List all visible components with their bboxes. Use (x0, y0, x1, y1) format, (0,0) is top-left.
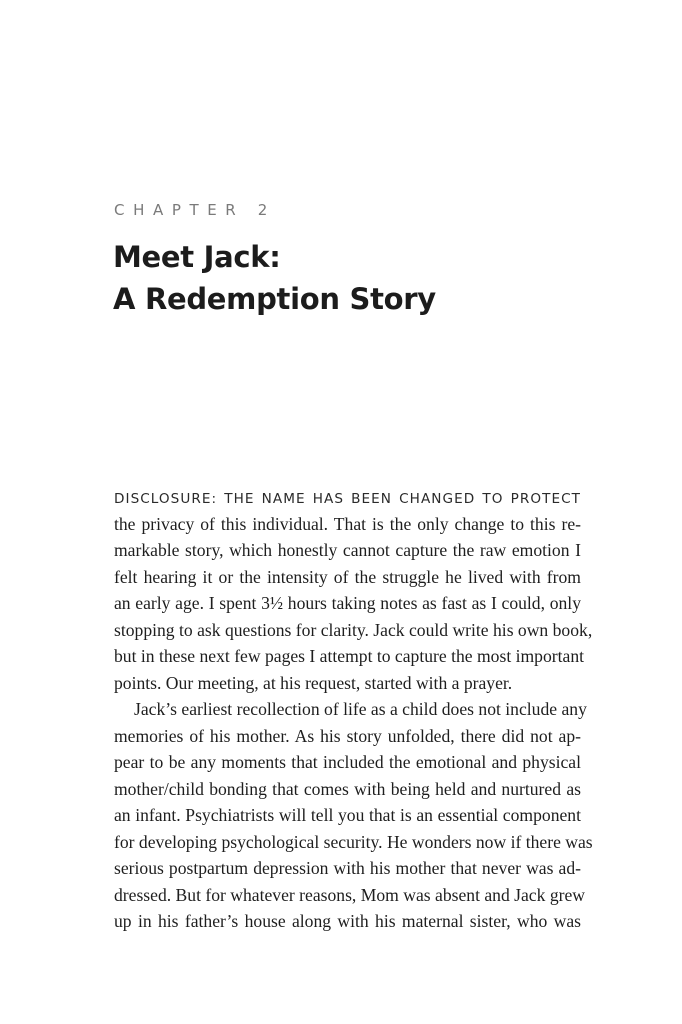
chapter-title-line-2: A Redemption Story (113, 282, 436, 316)
text-line (114, 484, 581, 511)
text-line: up in his father’s house along with his maternal sister, who was (114, 911, 581, 931)
text-line: an early age. I spent 3½ hours taking notes as fast as I could, only (114, 593, 581, 613)
small-caps-lead-in: DISCLOSURE: THE NAME HAS BEEN CHANGED TO PROTECT (114, 491, 581, 507)
text-line: felt hearing it or the intensity of the struggle he lived with from (114, 566, 581, 587)
text-line: mother/child bonding that comes with being held and nurtured as (114, 778, 581, 799)
text-line: Jack’s earliest recollection of life as a child does not include any (134, 699, 587, 719)
chapter-body (114, 484, 593, 935)
text-line: pear to be any moments that included the emotional and physical (114, 752, 581, 772)
chapter-number-label: CHAPTER 2 (114, 201, 276, 219)
paragraph-earliest-recollection (114, 696, 593, 935)
chapter-title (113, 236, 436, 320)
text-line: points. Our meeting, at his request, started with a prayer. (114, 672, 513, 693)
text-line: for developing psychological security. He wonders now if there was (114, 831, 593, 852)
text-line: an infant. Psychiatrists will tell you that is an essential component (114, 805, 581, 825)
paragraph-disclosure (114, 484, 593, 696)
text-line: the privacy of this individual. That is the only change to this re- (114, 513, 581, 534)
text-line: stopping to ask questions for clarity. Jack could write his own book, (114, 619, 593, 640)
text-line: markable story, which honestly cannot capture the raw emotion I (114, 540, 581, 560)
text-line: memories of his mother. As his story unfolded, there did not ap- (114, 725, 581, 746)
text-line: serious postpartum depression with his mother that never was ad- (114, 858, 581, 878)
text-line: dressed. But for whatever reasons, Mom was absent and Jack grew (114, 884, 585, 905)
text-line: but in these next few pages I attempt to capture the most important (114, 646, 585, 666)
chapter-title-line-1: Meet Jack: (113, 240, 281, 274)
